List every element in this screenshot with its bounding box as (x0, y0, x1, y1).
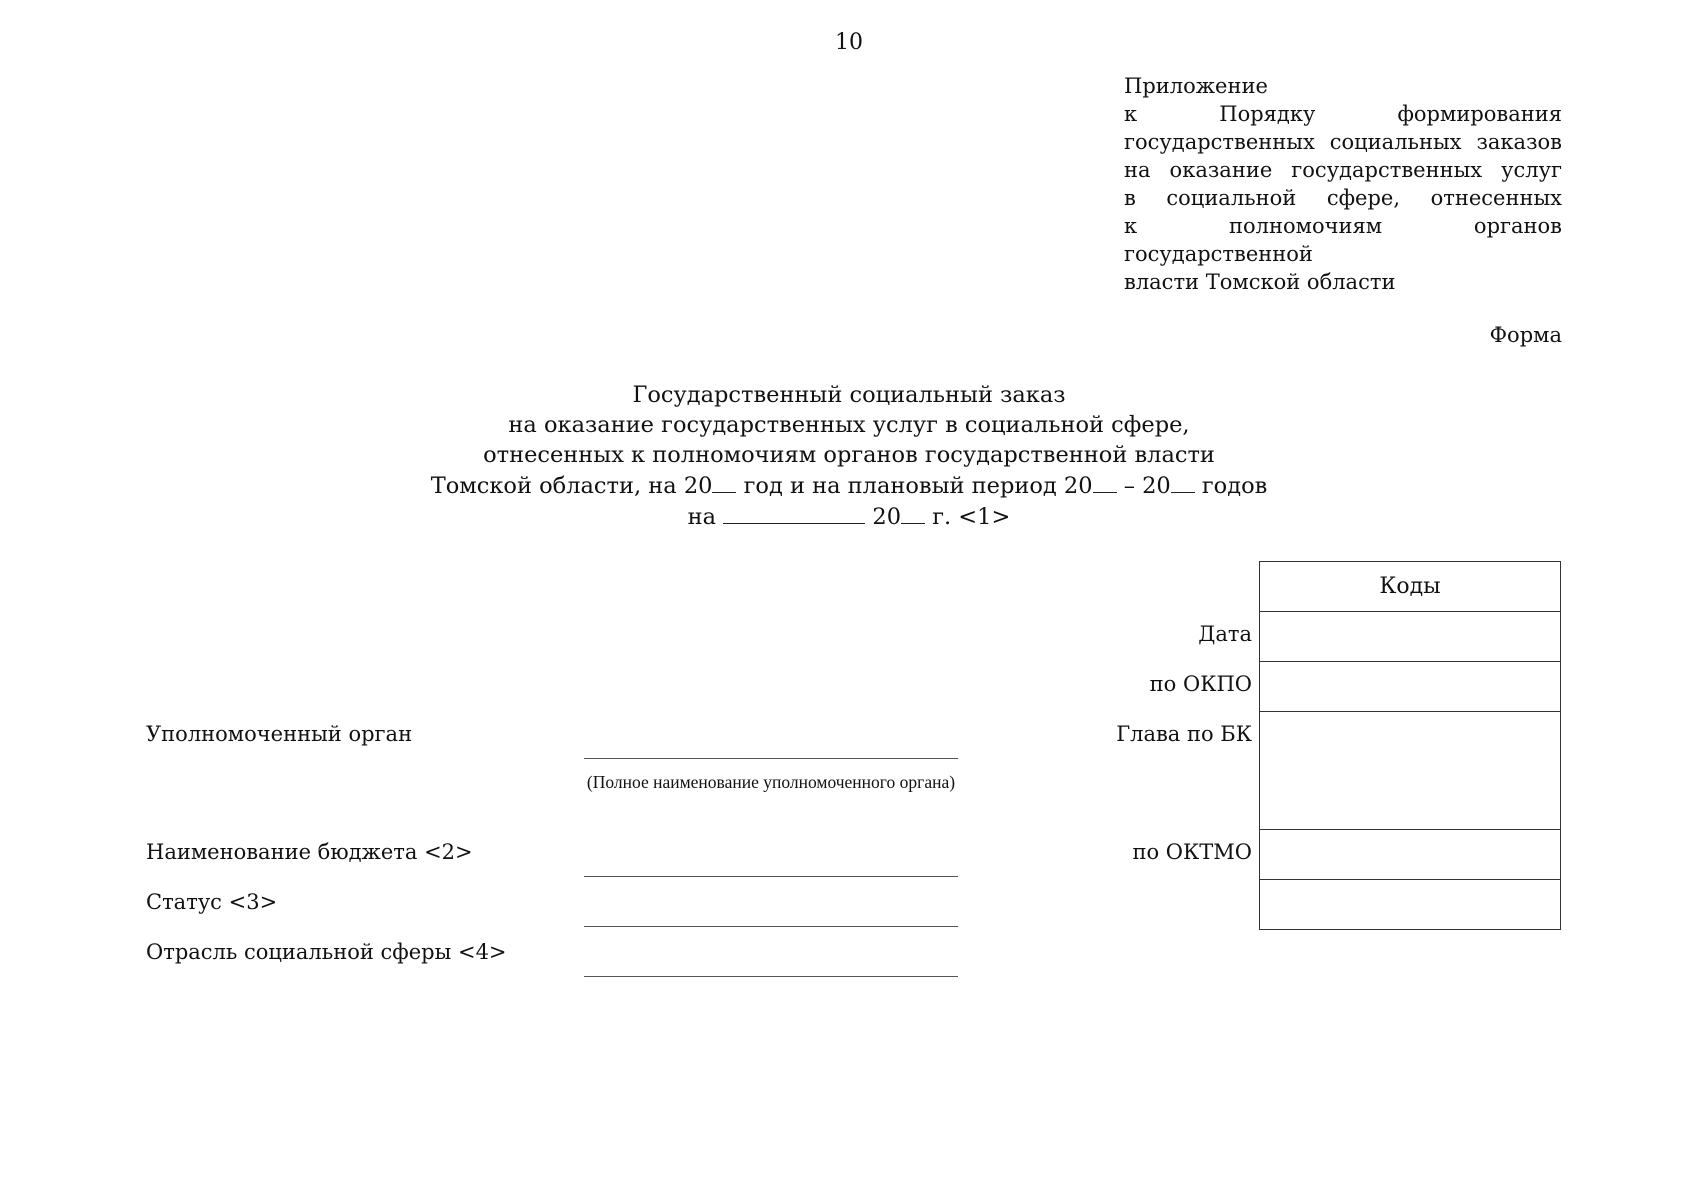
year-blank (901, 501, 925, 524)
title-line (0, 470, 1698, 501)
budget-name-line[interactable] (584, 876, 958, 877)
social-sector-label: Отрасль социальной сферы <4> (146, 940, 507, 964)
document-title (0, 380, 1698, 532)
appendix-line: к полномочиям органов государственной (1124, 214, 1562, 266)
form-label: Форма (1489, 323, 1562, 347)
glava-bk-label: Глава по БК (1116, 722, 1252, 746)
date-code-cell[interactable] (1260, 612, 1560, 662)
appendix-line: на оказание государственных услуг (1124, 158, 1562, 182)
title-text: на (687, 504, 724, 530)
glava-bk-code-cell[interactable] (1260, 712, 1560, 830)
year-blank (712, 470, 736, 493)
authorized-body-label: Уполномоченный орган (146, 722, 413, 746)
title-line: на оказание государственных услуг в социальной сфере, (508, 412, 1190, 438)
date-blank (723, 501, 865, 524)
appendix-block (1124, 72, 1562, 296)
title-text: – 20 (1116, 473, 1171, 499)
title-line (0, 501, 1698, 532)
status-label: Статус <3> (146, 890, 278, 914)
appendix-line: в социальной сфере, отнесенных (1124, 186, 1562, 210)
year-blank (1171, 470, 1195, 493)
codes-table (1259, 561, 1561, 930)
social-sector-line[interactable] (584, 976, 958, 977)
appendix-line: власти Томской области (1124, 270, 1396, 294)
status-line[interactable] (584, 926, 958, 927)
authorized-body-line[interactable] (584, 758, 958, 759)
oktmo-code-cell[interactable] (1260, 830, 1560, 880)
title-line: Государственный социальный заказ (632, 382, 1066, 408)
date-label: Дата (1198, 622, 1252, 646)
title-line: отнесенных к полномочиям органов государственной власти (483, 442, 1215, 468)
title-text: г. <1> (925, 504, 1011, 530)
extra-code-cell[interactable] (1260, 880, 1560, 929)
title-text: год и на плановый период 20 (736, 473, 1093, 499)
title-text: Томской области, на 20 (430, 473, 713, 499)
appendix-line: к Порядку формирования (1124, 102, 1562, 126)
title-text: годов (1194, 473, 1268, 499)
year-blank (1093, 470, 1117, 493)
appendix-line: Приложение (1124, 74, 1268, 98)
okpo-code-cell[interactable] (1260, 662, 1560, 712)
codes-header: Коды (1260, 562, 1560, 612)
okpo-label: по ОКПО (1149, 672, 1252, 696)
appendix-line: государственных социальных заказов (1124, 130, 1562, 154)
oktmo-label: по ОКТМО (1132, 840, 1252, 864)
title-text: 20 (865, 504, 902, 530)
page-number: 10 (835, 30, 863, 55)
authorized-body-caption: (Полное наименование уполномоченного органа) (586, 772, 956, 792)
budget-name-label: Наименование бюджета <2> (146, 840, 473, 864)
